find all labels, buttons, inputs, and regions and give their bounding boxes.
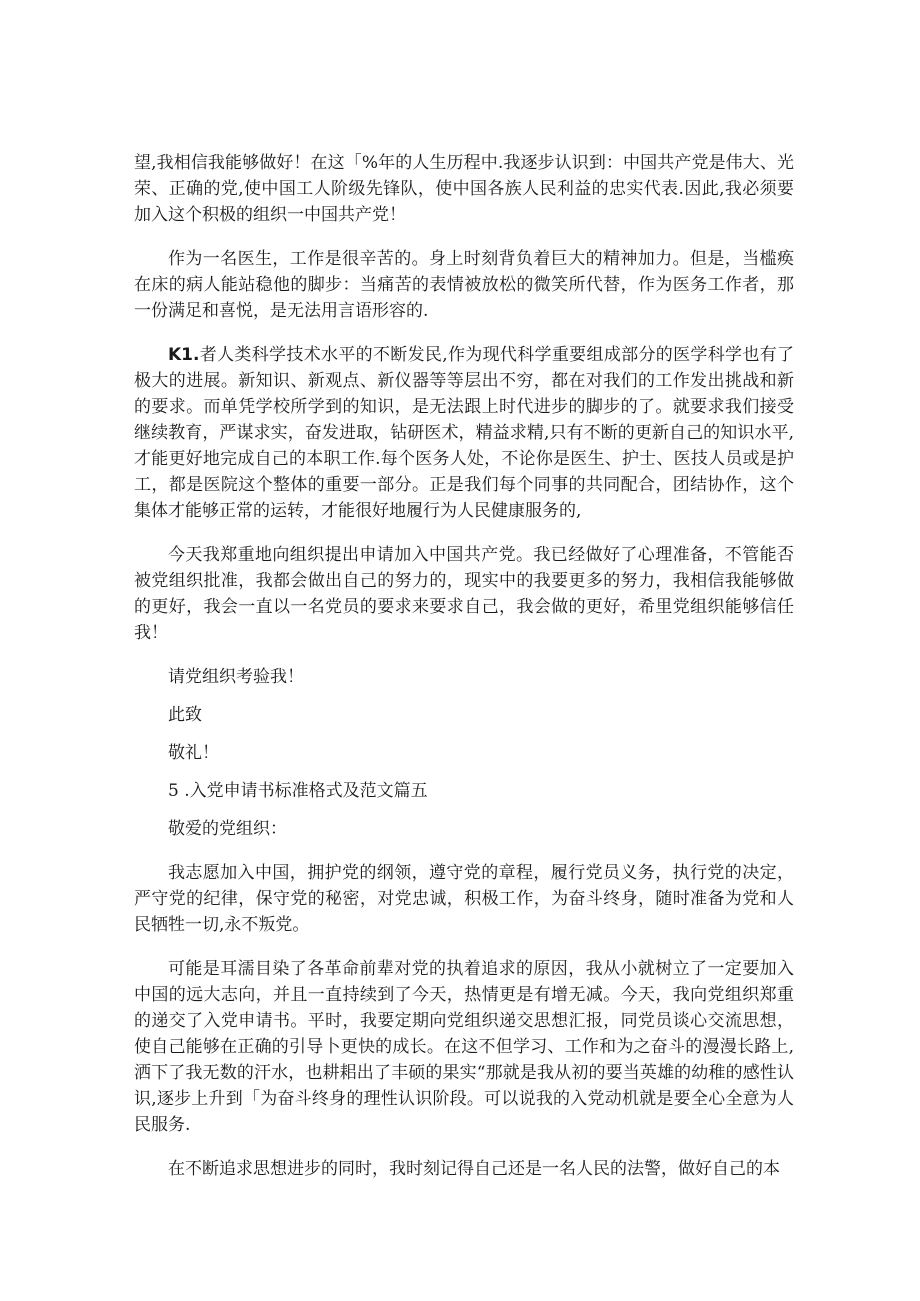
section-heading: 5 .入党申请书标准格式及范文篇五 [168, 781, 428, 801]
paragraph-intro-continuation: 望,我相信我能够做好！在这「%年的人生历程中.我逐步认识到：中国共产党是伟大、光荣、正确的党,使中国工人阶级先锋队，使中国各族人民利益的忠实代表.因此,我必须要加入这个积极的组织一中国共产党！ [134, 153, 794, 225]
paragraph-medical-science [134, 342, 794, 524]
document-page [134, 150, 794, 1200]
paragraph-request-test: 请党组织考验我！ [168, 667, 304, 687]
closing-salutation-2: 敬礼！ [168, 743, 219, 763]
paragraph-application: 今天我郑重地向组织提出申请加入中国共产党。我已经做好了心理准备，不管能否被党组织批准，我都会做出自己的努力的，现实中的我要更多的努力，我相信我能够做的更好，我会一直以一名党员的要求来要求自己，我会做的更好，希里党组织能够信任我！ [134, 545, 794, 643]
letter-greeting: 敬爱的党组织： [168, 819, 287, 839]
closing-salutation-1: 此致 [168, 705, 202, 725]
paragraph-doctor-work: 作为一名医生，工作是很辛苦的。身上时刻背负着巨大的精神加力。但是，当槛痪在床的病人能站稳他的脚步：当痛苦的表情被放松的微笑所代替，作为医务工作者，那一份满足和喜悦，是无法用言语形容的. [134, 249, 794, 321]
paragraph-lead-marker: K1. [168, 345, 200, 365]
paragraph-oath: 我志愿加入中国，拥护党的纲领，遵守党的章程，履行党员义务，执行党的决定，严守党的纪律，保守党的秘密，对党忠诚，积极工作，为奋斗终身，随时准备为党和人民牺牲一切,永不叛党。 [134, 863, 794, 935]
paragraph-history: 可能是耳濡目染了各革命前辈对党的执着追求的原因，我从小就树立了一定要加入中国的远大志向，并且一直持续到了今天，热情更是有增无减。今天，我向党组织郑重的递交了入党申请书。平时，我要定期向党组织递交思想汇报，同党员谈心交流思想，使自己能够在正确的引导卜更快的成长。在这不但学习、工作和为之奋斗的漫漫长路上,洒下了我无数的汗水，也耕耜出了丰硕的果实“那就是我从初的要当英雄的幼稚的感性认识,逐步上升到「为奋斗终身的理性认识阶段。可以说我的入党动机就是要全心全意为人民服务. [134, 959, 794, 1135]
paragraph-medical-science-text: 者人类科学技术水平的不断发民,作为现代科学重要组成部分的医学科学也有了极大的进展。新知识、新观点、新仪器等等层出不穷，都在对我们的工作发出挑战和新的要求。而单凭学校所学到的知识，是无法跟上时代进步的脚步的了。就要求我们接受继续教育，严谋求实，奋发进取，钻研医术，精益求精,只有不断的更新自己的知识水平,才能更好地完成自己的本职工作.每个医务人处，不论你是医生、护士、医技人员或是护工，都是医院这个整体的重要一部分。正是我们每个同事的共同配合，团结协作，这个集体才能够正常的运转，才能很好地履行为人民健康服务的, [134, 345, 794, 521]
paragraph-police: 在不断追求思想进步的同时，我时刻记得自己还是一名人民的法警，做好自己的本 [168, 1159, 780, 1179]
